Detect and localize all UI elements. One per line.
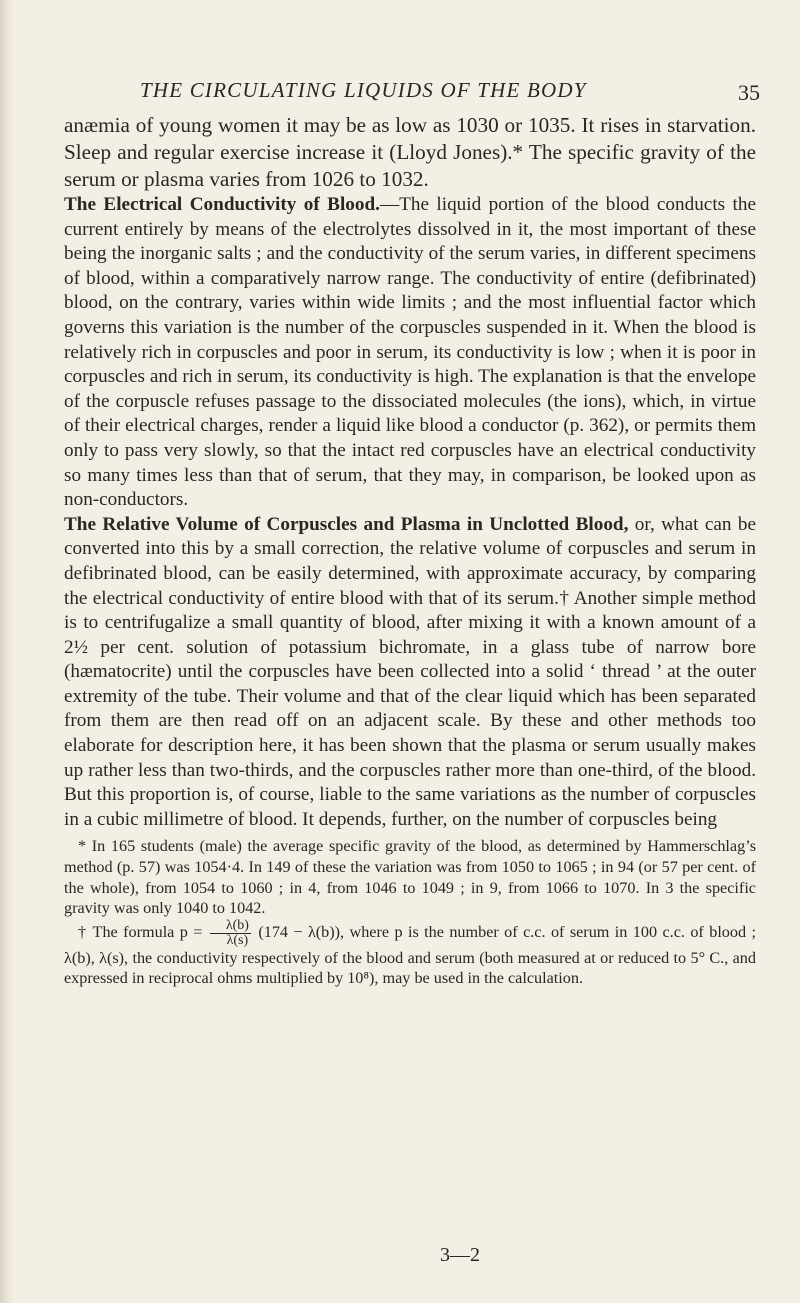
signature-mark: 3—2 [440,1244,480,1266]
formula-numerator: λ(b) [210,919,251,934]
footnote-specific-gravity: * In 165 students (male) the average specific gravity of the blood, as determined by Hammerschlag’s method (p. 57) was 1054·4. In 149 of these the variation was from 1050 to 1065 ; in 94 (or 57 per cent. of the whole), from 1054 to 1060 ; in 4, from 1046 to 1049 ; in 9, from 1066 to 1070. In 3 the specific gravity was only 1040 to 1042. [64,837,756,918]
footnotes [64,836,756,989]
page-edge-shadow [0,0,14,1303]
running-title: THE CIRCULATING LIQUIDS OF THE BODY [140,78,587,102]
lead-paragraph: anæmia of young women it may be as low as 1030 or 1035. It rises in starvation. Sleep and regular exercise increase it (Lloyd Jones).* The specific gravity of the serum or plasma varies from 1026 to 1032. [64,113,756,191]
page-body [64,112,756,989]
conductivity-paragraph [64,193,756,513]
page-number: 35 [738,80,760,105]
footnote-formula [64,919,756,989]
conductivity-text: —The liquid portion of the blood conducts the current entirely by means of the electrolytes dissolved in it, the most important of these being the inorganic salts ; and the conductivity of the serum varies, in different specimens of blood, within a comparatively narrow range. The conductivity of entire (defibrinated) blood, on the contrary, varies within wide limits ; and the most influential factor which governs this variation is the number of the corpuscles suspended in it. When the blood is relatively rich in corpuscles and poor in serum, its conductivity is low ; when it is poor in corpuscles and rich in serum, its conductivity is high. The explanation is that the envelope of the corpuscle refuses passage to the dissociated molecules (the ions), which, in virtue of their electrical charges, render a liquid like blood a conductor (p. 362), or permits them only to pass very slowly, so that the intact red corpuscles have an electrical conductivity so many times less than that of serum, that they may, in comparison, be looked upon as non-conductors. [64,194,757,511]
volume-text: or, what can be converted into this by a small correction, the relative volume of corpuscles and serum in defibrinated blood, can be easily determined, with approximate accuracy, by comparing the electrical conductivity of entire blood with that of its serum.† Another simple method is to centrifugalize a small quantity of blood, after mixing it with a known amount of a 2½ per cent. solution of potassium bichromate, in a glass tube of narrow bore (hæmatocrite) until the corpuscles have been collected into a solid ‘ thread ’ at the outer extremity of the tube. Their volume and that of the clear liquid which has been separated from them are then read off on an adjacent scale. By these and other methods too elaborate for description here, it has been shown that the plasma or serum usually makes up rather less than two-thirds, and the corpuscles rather more than one-third, of the blood. But this proportion is, of course, liable to the same variations as the number of corpuscles in a cubic millimetre of blood. It depends, further, on the number of corpuscles being [64,513,756,830]
volume-paragraph [64,513,756,833]
conductivity-heading: The Electrical Conductivity of Blood. [64,194,380,215]
formula-prefix: † The formula p = [78,923,208,942]
formula-rest: (174 − λ(b)), where p is the number of c.c. of serum in 100 c.c. of blood ; λ(b), λ(s), the conductivity respectively of the blood and serum (both measured at or reduced to 5° C., and expressed in reciprocal ohms multiplied by 10⁸), may be used in the calculation. [64,923,756,988]
formula-fraction [210,919,251,948]
formula-denominator: λ(s) [226,932,249,948]
volume-heading: The Relative Volume of Corpuscles and Plasma in Unclotted Blood, [64,513,629,535]
